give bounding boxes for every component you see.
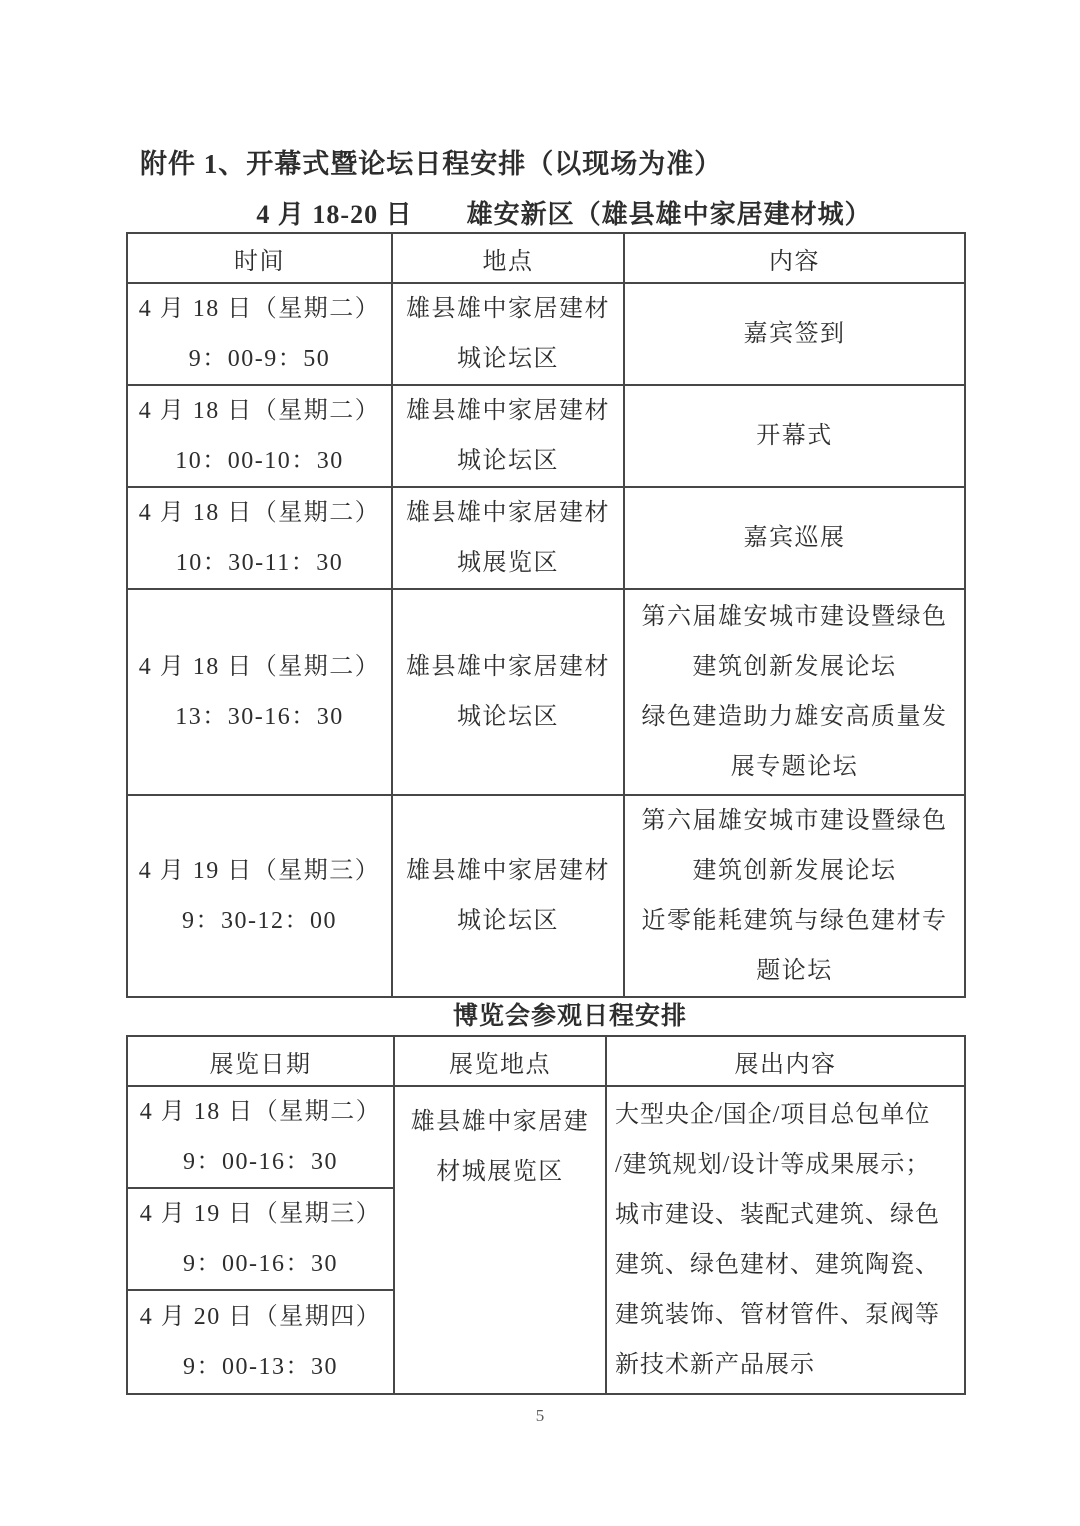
text-line: 城论坛区 xyxy=(457,704,559,730)
forum-row xyxy=(127,589,965,795)
text-line: 雄县雄中家居建 xyxy=(410,1109,590,1135)
time-cell xyxy=(127,283,392,385)
forum-row xyxy=(127,283,965,385)
content-cell xyxy=(624,283,965,385)
location-cell xyxy=(392,487,624,589)
header-location: 地点 xyxy=(392,233,624,283)
content-cell xyxy=(624,385,965,487)
location-cell xyxy=(392,385,624,487)
expo-content-cell xyxy=(606,1086,965,1394)
text-line: 9：00-16：30 xyxy=(183,1149,338,1175)
text-line: 建筑装饰、管材管件、泵阀等 xyxy=(615,1302,940,1328)
text-line: 建筑创新发展论坛 xyxy=(692,858,897,884)
content-cell xyxy=(624,795,965,997)
forum-table-header-row xyxy=(127,233,965,283)
text-line: 4 月 18 日（星期二） xyxy=(138,296,381,322)
text-line: 第六届雄安城市建设暨绿色 xyxy=(641,604,948,630)
header-expo-location: 展览地点 xyxy=(394,1036,606,1086)
text-line: 嘉宾签到 xyxy=(743,321,846,347)
text-line: /建筑规划/设计等成果展示； xyxy=(615,1152,931,1178)
text-line: 城论坛区 xyxy=(457,448,559,474)
text-line: 展专题论坛 xyxy=(730,754,859,780)
time-cell xyxy=(127,385,392,487)
text-line: 4 月 18 日（星期二） xyxy=(139,1099,382,1125)
text-line: 雄县雄中家居建材 xyxy=(406,398,610,424)
text-line: 雄县雄中家居建材 xyxy=(406,500,610,526)
forum-row xyxy=(127,795,965,997)
text-line: 4 月 18 日（星期二） xyxy=(138,398,381,424)
text-line: 4 月 18 日（星期二） xyxy=(138,654,381,680)
text-line: 题论坛 xyxy=(756,958,833,984)
page-number: 5 xyxy=(535,1406,545,1425)
text-line: 10：00-10：30 xyxy=(175,448,344,474)
text-line: 建筑、绿色建材、建筑陶瓷、 xyxy=(615,1252,940,1278)
location-cell xyxy=(392,795,624,997)
text-line: 13：30-16：30 xyxy=(175,704,344,730)
header-time: 时间 xyxy=(127,233,392,283)
text-line: 9：00-9：50 xyxy=(188,346,331,372)
time-cell xyxy=(127,589,392,795)
document-title: 附件 1、开幕式暨论坛日程安排（以现场为准） xyxy=(140,149,723,179)
time-cell xyxy=(127,487,392,589)
expo-section-title: 博览会参观日程安排 xyxy=(452,1003,687,1030)
text-line: 4 月 19 日（星期三） xyxy=(138,858,381,884)
text-line: 雄县雄中家居建材 xyxy=(406,858,610,884)
header-expo-date: 展览日期 xyxy=(127,1036,394,1086)
text-line: 第六届雄安城市建设暨绿色 xyxy=(641,808,948,834)
header-content: 内容 xyxy=(624,233,965,283)
text-line: 城论坛区 xyxy=(457,346,559,372)
date-cell xyxy=(127,1086,394,1188)
time-cell xyxy=(127,795,392,997)
text-line: 4 月 19 日（星期三） xyxy=(139,1201,382,1227)
forum-row xyxy=(127,487,965,589)
header-expo-content: 展出内容 xyxy=(606,1036,965,1086)
text-line: 近零能耗建筑与绿色建材专 xyxy=(641,908,948,934)
text-line: 4 月 18 日（星期二） xyxy=(138,500,381,526)
text-line: 4 月 20 日（星期四） xyxy=(139,1304,382,1330)
text-line: 新技术新产品展示 xyxy=(615,1352,815,1378)
text-line: 10：30-11：30 xyxy=(175,550,344,576)
text-line: 大型央企/国企/项目总包单位 xyxy=(615,1102,931,1128)
text-line: 雄县雄中家居建材 xyxy=(406,296,610,322)
text-line: 建筑创新发展论坛 xyxy=(692,654,897,680)
forum-row xyxy=(127,385,965,487)
text-line: 材城展览区 xyxy=(436,1159,564,1185)
location-cell xyxy=(392,283,624,385)
text-line: 9：30-12：00 xyxy=(182,908,337,934)
text-line: 开幕式 xyxy=(756,423,833,449)
text-line: 城论坛区 xyxy=(457,908,559,934)
schedule-subtitle: 4 月 18-20 日 雄安新区（雄县雄中家居建材城） xyxy=(256,200,872,229)
text-line: 绿色建造助力雄安高质量发 xyxy=(641,704,948,730)
forum-schedule-table xyxy=(126,232,966,998)
date-cell xyxy=(127,1188,394,1290)
content-cell xyxy=(624,487,965,589)
text-line: 9：00-13：30 xyxy=(183,1354,338,1380)
expo-schedule-table xyxy=(126,1035,966,1395)
content-cell xyxy=(624,589,965,795)
text-line: 城展览区 xyxy=(457,550,559,576)
expo-table-header-row xyxy=(127,1036,965,1086)
text-line: 雄县雄中家居建材 xyxy=(406,654,610,680)
text-line: 9：00-16：30 xyxy=(183,1251,338,1277)
location-cell xyxy=(392,589,624,795)
text-line: 城市建设、装配式建筑、绿色 xyxy=(615,1202,940,1228)
text-line: 嘉宾巡展 xyxy=(743,525,846,551)
expo-row xyxy=(127,1086,965,1188)
date-cell xyxy=(127,1290,394,1394)
expo-location-cell xyxy=(394,1086,606,1394)
